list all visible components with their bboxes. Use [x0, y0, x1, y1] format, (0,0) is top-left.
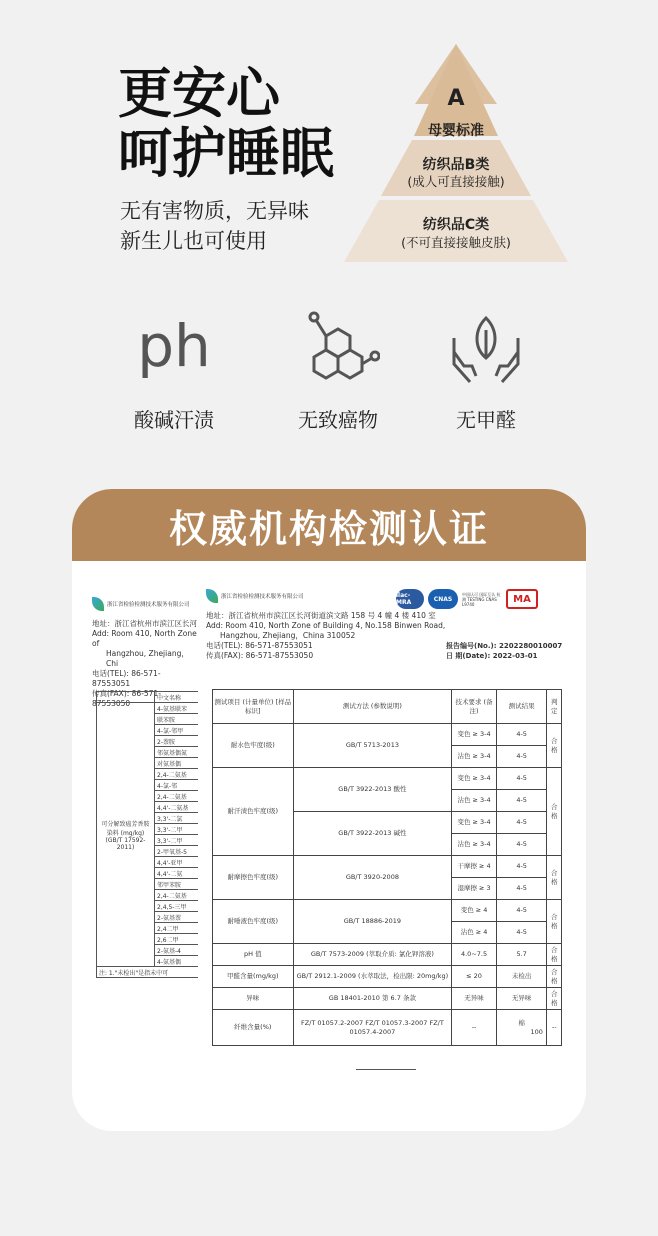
requirement: 变色 ≥ 3-4 — [452, 768, 497, 790]
test-method: GB/T 3920-2008 — [293, 856, 452, 900]
pyramid-tier3-sub: (不可直接接触皮肤) — [401, 235, 511, 250]
result: 4-5 — [496, 812, 546, 834]
cma-badge: MA — [506, 589, 538, 609]
result-percent: 100 — [530, 1027, 543, 1036]
result: 4-5 — [496, 768, 546, 790]
report-page-2: 浙江省检验检测技术服务有限公司 ilac-MRA CNAS 中国认可 国际互认 检测 TESTING CNAS L9740 MA 地址：浙江省杭州市滨江区长河街道滨文路 158 号 4 幢 4 楼 410 室 Add: Room 410, North Zone of Building 4, No.158 Binwen Road, Hangzhou, Zhejiang，China 310052 电话(TEL): 86-571-87553051 传真(FAX): 86-571-87553050 报告编号(No.): 2202280010007 日 期(Date): 2022-03-01 测试项目 (计量单位) [样品标识] 测试方法 (参数说明) 技术要求 (备注) 测试结果 判定 耐水色牢度(级) GB/T 5713-2013 变色 ≥ 3-4 4-5 合格 沾色 ≥ 3-4 4-5 耐汗渍色牢度(级) GB/T 3922-2013 酸性 变色 ≥ 3-4 4-5 合格 沾色 ≥ 3-4 4-5 GB/T 3922-2013 碱性 变色 ≥ 3-4 4-5 沾色 ≥ 3-4 4-5 耐摩擦色牢度(级) GB/T 3920-2008 干摩擦 ≥ 4 4-5 合格 湿摩擦 ≥ 3 4-5 耐唾液色牢度(级) GB/T 18886-2019 变色 ≥ 4 4-5 合格 沾色 ≥ 4 4-5 pH 值 GB/T 7573-2009 (萃取介质: 氯化钾溶液) 4.0~7.5 5.7 合格 甲醛含量(mg/kg) GB/T 2912.1-2009 (水萃取法，检出限: 20mg/kg) ≤ 20 未检出 合格 异味 GB 18401-2010 第 6.7 条款 无异味 无异味 合格 纤维含量(%) FZ/T 01057.2-2007 FZ/T 01057.3-2007 FZ/T 01057.4-2007 -- 棉100 -- — [206, 589, 568, 1089]
verdict: 合格 — [547, 988, 562, 1010]
table-row — [213, 856, 562, 878]
report-date: 日 期(Date): 2022-03-01 — [446, 652, 538, 660]
table-row — [213, 1010, 562, 1046]
test-item: 甲醛含量(mg/kg) — [213, 966, 294, 988]
lab-logo: 浙江省检验检测技术服务有限公司 — [92, 597, 198, 611]
pyramid-tier2-sub: (成人可直接接触) — [407, 174, 505, 189]
table-end-line — [356, 1069, 416, 1070]
test-method: GB/T 3922-2013 酸性 — [293, 768, 452, 812]
test-item: 纤维含量(%) — [213, 1010, 294, 1046]
report-page-1-table — [96, 691, 198, 978]
requirement: ≤ 20 — [452, 966, 497, 988]
requirement: 沾色 ≥ 3-4 — [452, 834, 497, 856]
report-page-1: 浙江省检验检测技术服务有限公司 地址：浙江省杭州市滨江区长河 Add: Room 410, North Zone of Hangzhou, Zhejiang，Chi 电话(TEL): 86-571-87553051 传真(FAX): 86-571-87553050 中文名称 可分解致癌芳香胺染料 (mg/kg) (GB/T 17592-2011) 4-氨基联苯 联苯胺 4-氯-邻甲 2-萘胺 邻氨基偶氮 对氨基偶 2,4-二氨基 4-氯-邻 2,4-二氨基 4,4'-二氨基 3,3'-二氯 3,3'-二甲 3,3'-二甲 2-甲氧基-5 4,4'-亚甲 4,4'-二氨 邻甲苯胺 2,4-二氨基 2,4,5-三甲 2-氨基萘 2,4二甲 2,6二甲 2-氨基-4 4-氨基偶 注: 1."未检出"是指未中可 — [92, 597, 198, 1087]
substance-name: 2,4-二氨基 — [155, 890, 199, 901]
ph-icon — [134, 308, 214, 388]
group-label: 可分解致癌芳香胺染料 (mg/kg) (GB/T 17592-2011) — [97, 703, 155, 967]
requirement: 变色 ≥ 4 — [452, 900, 497, 922]
table-row — [213, 768, 562, 790]
test-method: GB/T 2912.1-2009 (水萃取法，检出限: 20mg/kg) — [293, 966, 452, 988]
substance-name: 3,3'-二氯 — [155, 813, 199, 824]
substance-name: 2-萘胺 — [155, 736, 199, 747]
feature-carcinogen — [268, 308, 408, 433]
substance-name: 对氨基偶 — [155, 758, 199, 769]
table-row — [213, 988, 562, 1010]
result: 4-5 — [496, 790, 546, 812]
header-cell: 中文名称 — [155, 692, 199, 703]
verdict: -- — [547, 1010, 562, 1046]
pyramid-tier3-title: 纺织品C类 — [422, 217, 490, 233]
substance-name: 4,4'-亚甲 — [155, 857, 199, 868]
verdict: 合格 — [547, 944, 562, 966]
headline-line2: 呵护睡眠 — [118, 122, 334, 185]
subline-line1: 无有害物质，无异味 — [120, 199, 309, 223]
substance-name: 4-氨基联苯 — [155, 703, 199, 714]
substance-name: 2,6二甲 — [155, 934, 199, 945]
test-item: 耐摩擦色牢度(级) — [213, 856, 294, 900]
substance-name: 4-氯-邻甲 — [155, 725, 199, 736]
result — [496, 1010, 546, 1046]
result: 4-5 — [496, 746, 546, 768]
verdict: 合格 — [547, 856, 562, 900]
requirement: 沾色 ≥ 3-4 — [452, 790, 497, 812]
feature-ph — [104, 308, 244, 433]
verdict: 合格 — [547, 768, 562, 856]
accreditation-marks — [396, 589, 538, 609]
result: 未检出 — [496, 966, 546, 988]
substance-name: 2-甲氧基-5 — [155, 846, 199, 857]
table-row — [213, 724, 562, 746]
table-header-row — [213, 690, 562, 724]
table-cell — [97, 692, 155, 703]
substance-name: 4-氯-邻 — [155, 780, 199, 791]
header-cell: 技术要求 (备注) — [452, 690, 497, 724]
result: 4-5 — [496, 834, 546, 856]
substance-name: 2,4-二氨基 — [155, 769, 199, 780]
ilac-mra-badge: ilac-MRA — [396, 589, 424, 609]
substance-name: 邻甲苯胺 — [155, 879, 199, 890]
cnas-testing-label: 中国认可 国际互认 检测 TESTING CNAS L9740 — [462, 591, 501, 607]
pyramid-tier2-title: 纺织品B类 — [422, 157, 490, 173]
lab-logo-icon — [206, 589, 218, 603]
lab-logo-icon — [92, 597, 104, 611]
table-note: 注: 1."未检出"是指未中可 — [97, 967, 199, 978]
substance-name: 邻氨基偶氮 — [155, 747, 199, 758]
test-item: 耐水色牢度(级) — [213, 724, 294, 768]
subline-line2: 新生儿也可使用 — [120, 229, 267, 253]
test-item: 耐汗渍色牢度(级) — [213, 768, 294, 856]
svg-text:ph: ph — [137, 312, 211, 380]
result: 4-5 — [496, 724, 546, 746]
substance-name: 2,4-二氨基 — [155, 791, 199, 802]
substance-name: 2-氨基-4 — [155, 945, 199, 956]
result: 4-5 — [496, 856, 546, 878]
table-row — [97, 967, 199, 978]
requirement: 干摩擦 ≥ 4 — [452, 856, 497, 878]
test-item: 耐唾液色牢度(级) — [213, 900, 294, 944]
table-row — [213, 944, 562, 966]
verdict: 合格 — [547, 724, 562, 768]
report-meta — [446, 641, 562, 661]
result: 无异味 — [496, 988, 546, 1010]
table-row — [97, 703, 199, 714]
requirement: 变色 ≥ 3-4 — [452, 812, 497, 834]
brand-logo-icon: A — [447, 86, 465, 111]
leaf-hands-icon — [446, 308, 526, 388]
requirement: 4.0~7.5 — [452, 944, 497, 966]
substance-name: 联苯胺 — [155, 714, 199, 725]
feature-label: 酸碱汗渍 — [134, 408, 214, 432]
result: 4-5 — [496, 900, 546, 922]
substance-name: 2,4,5-三甲 — [155, 901, 199, 912]
requirement: 沾色 ≥ 3-4 — [452, 746, 497, 768]
test-method: GB 18401-2010 第 6.7 条款 — [293, 988, 452, 1010]
substance-name: 4-氨基偶 — [155, 956, 199, 967]
molecule-icon — [296, 308, 380, 388]
test-item: 异味 — [213, 988, 294, 1010]
table-row — [213, 966, 562, 988]
feature-label: 无致癌物 — [298, 408, 378, 432]
test-method: GB/T 5713-2013 — [293, 724, 452, 768]
cnas-badge: CNAS — [428, 589, 458, 609]
substance-name: 2,4二甲 — [155, 923, 199, 934]
report-number: 报告编号(No.): 2202280010007 — [446, 642, 563, 650]
test-method: GB/T 18886-2019 — [293, 900, 452, 944]
header-cell: 测试项目 (计量单位) [样品标识] — [213, 690, 294, 724]
verdict: 合格 — [547, 966, 562, 988]
test-method: FZ/T 01057.2-2007 FZ/T 01057.3-2007 FZ/T 01057.4-2007 — [293, 1010, 452, 1046]
pyramid-tier1-title: 母婴标准 — [428, 123, 484, 139]
subline — [120, 196, 309, 256]
requirement: 无异味 — [452, 988, 497, 1010]
substance-name: 3,3'-二甲 — [155, 824, 199, 835]
test-method: GB/T 3922-2013 碱性 — [293, 812, 452, 856]
lab-logo: 浙江省检验检测技术服务有限公司 — [206, 589, 568, 603]
table-header-row — [97, 692, 199, 703]
result-fiber: 棉 — [518, 1018, 525, 1027]
table-row — [213, 900, 562, 922]
substance-name: 2-氨基萘 — [155, 912, 199, 923]
verdict: 合格 — [547, 900, 562, 944]
certification-header — [72, 489, 586, 561]
result: 5.7 — [496, 944, 546, 966]
requirement: 变色 ≥ 3-4 — [452, 724, 497, 746]
feature-formaldehyde — [416, 308, 556, 433]
header-cell: 判定 — [547, 690, 562, 724]
header-cell: 测试结果 — [496, 690, 546, 724]
result: 4-5 — [496, 922, 546, 944]
test-item: pH 值 — [213, 944, 294, 966]
requirement: 湿摩擦 ≥ 3 — [452, 878, 497, 900]
header-cell: 测试方法 (参数说明) — [293, 690, 452, 724]
feature-label: 无甲醛 — [456, 408, 516, 432]
headline-line1: 更安心 — [118, 62, 280, 125]
result: 4-5 — [496, 878, 546, 900]
requirement: -- — [452, 1010, 497, 1046]
certification-card — [72, 489, 586, 1131]
test-results-table — [212, 689, 562, 1046]
substance-name: 3,3'-二甲 — [155, 835, 199, 846]
standard-pyramid — [338, 44, 574, 264]
substance-name: 4,4'-二氨 — [155, 868, 199, 879]
test-method: GB/T 7573-2009 (萃取介质: 氯化钾溶液) — [293, 944, 452, 966]
headline — [118, 64, 334, 184]
substance-name: 4,4'-二氨基 — [155, 802, 199, 813]
certification-heading: 权威机构检测认证 — [168, 506, 489, 551]
requirement: 沾色 ≥ 4 — [452, 922, 497, 944]
